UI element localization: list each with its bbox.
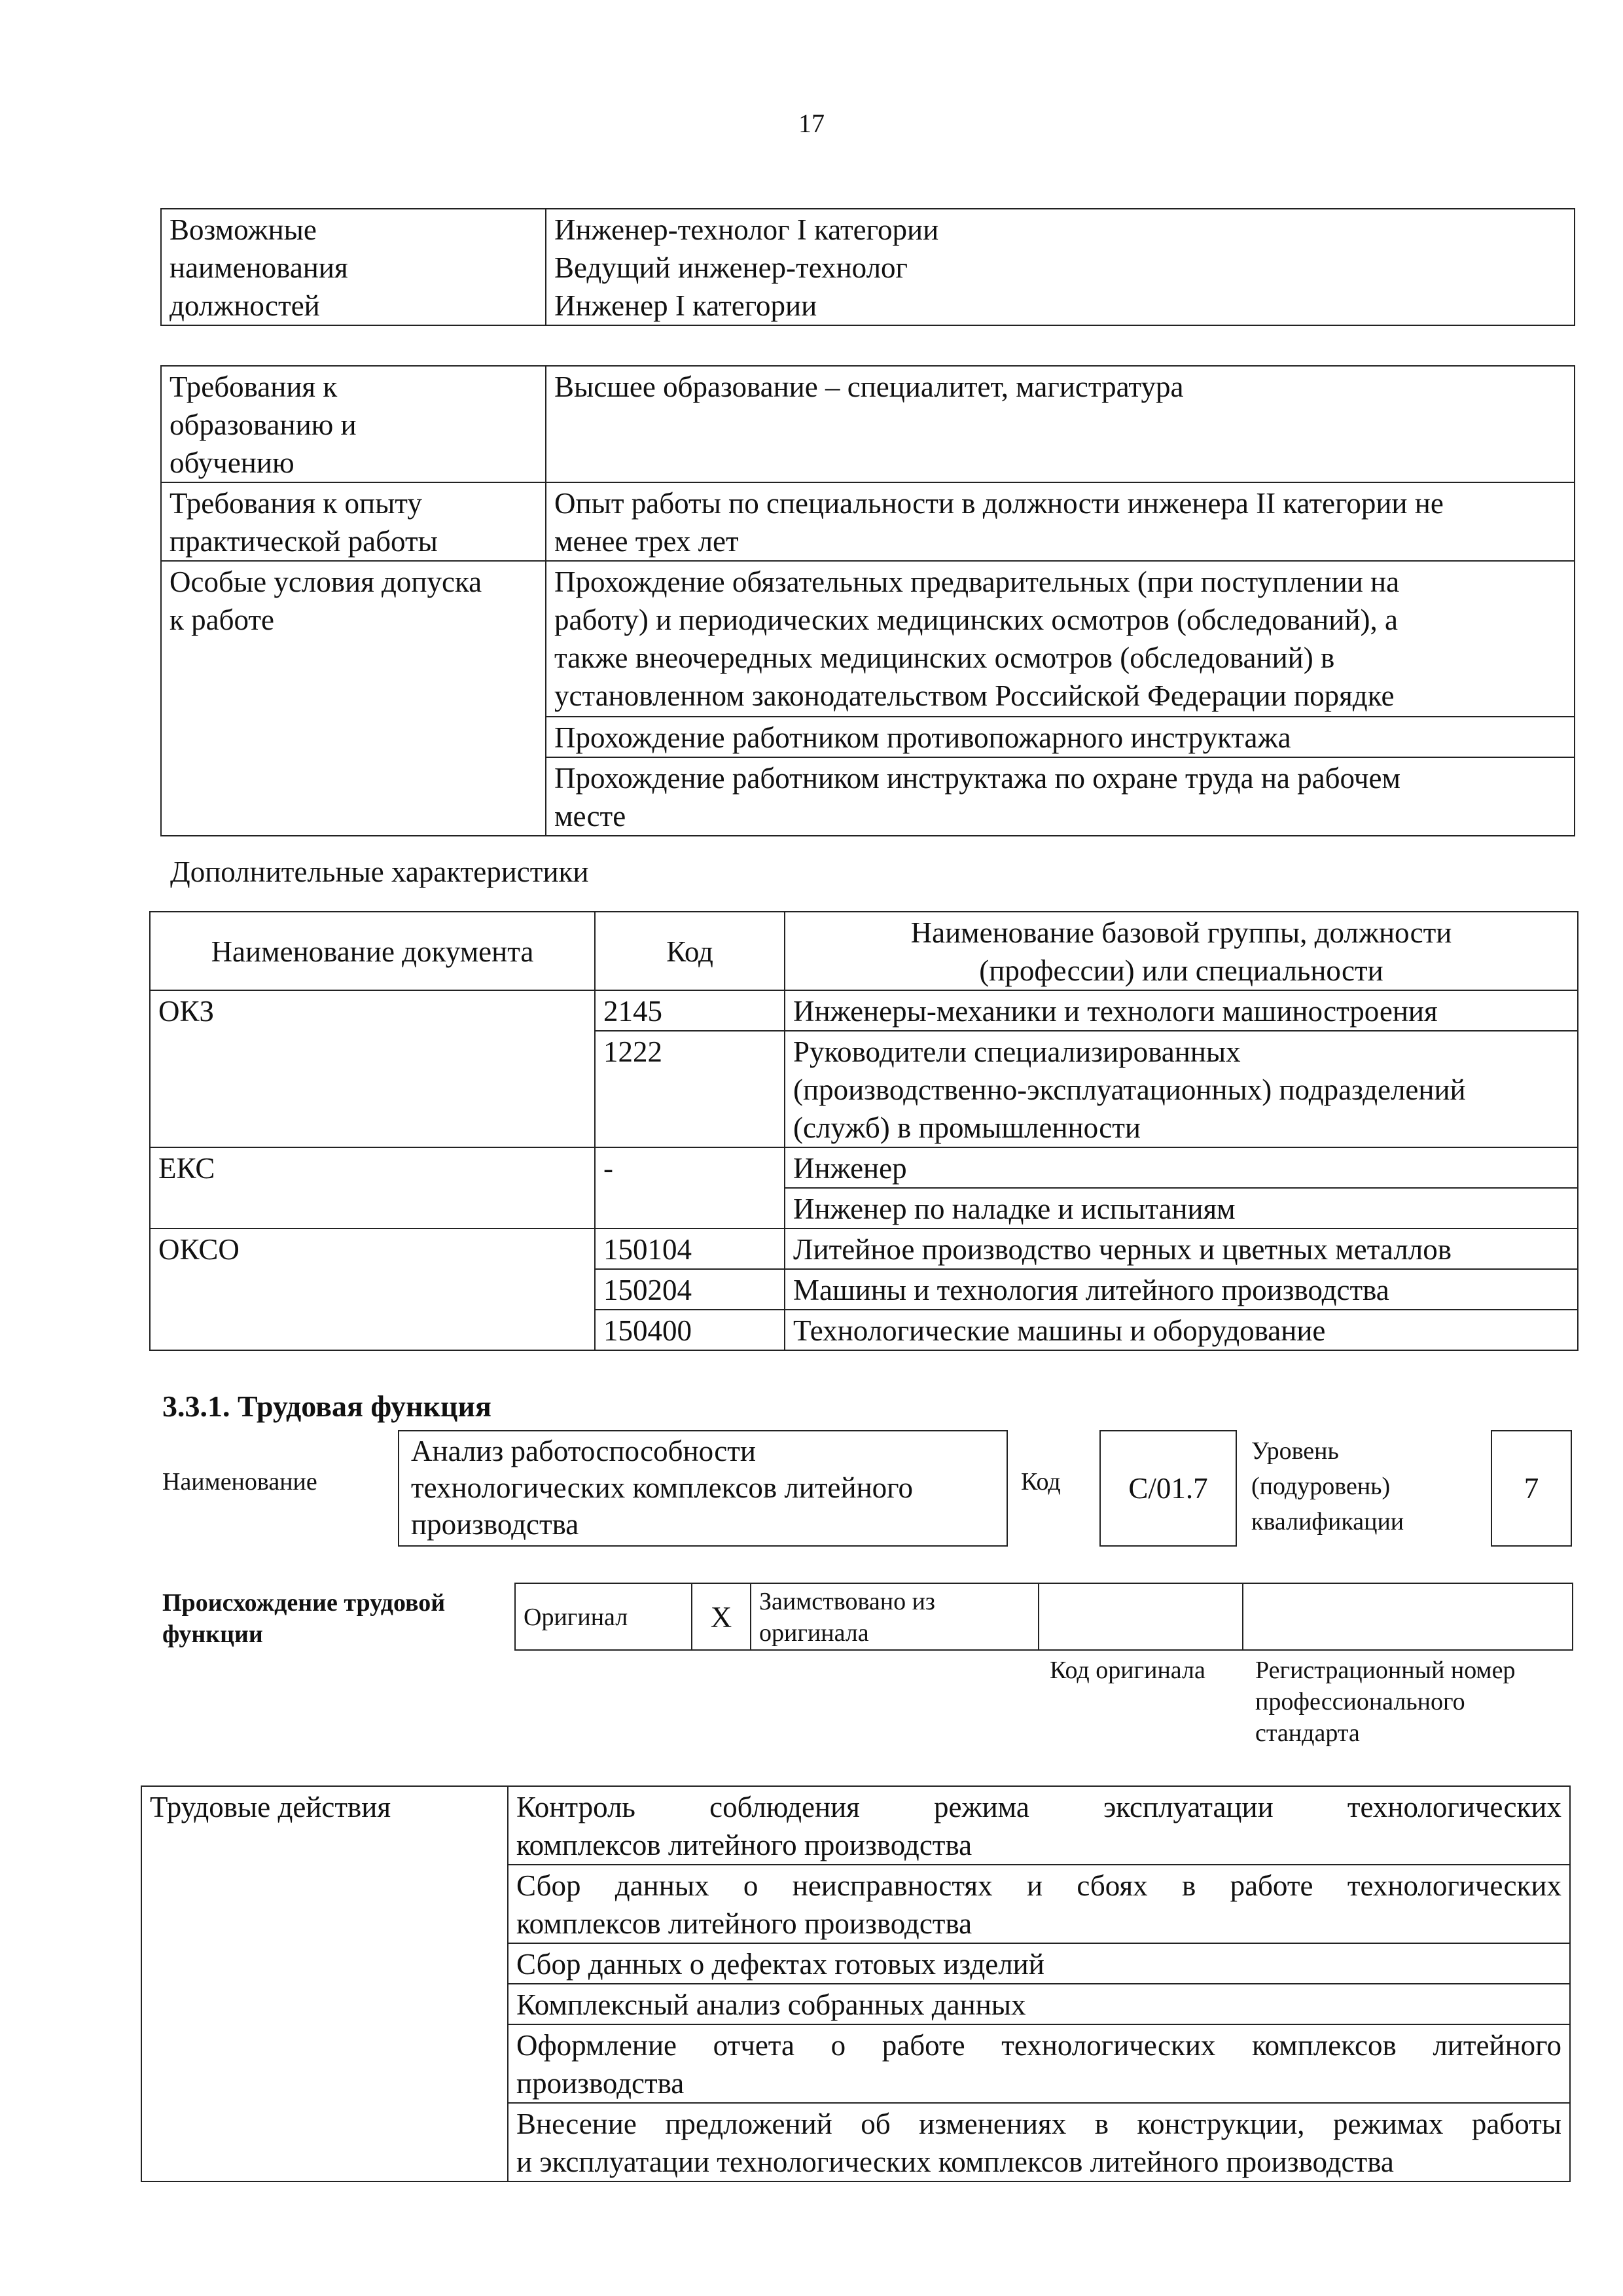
okso-code: 150204: [595, 1269, 785, 1310]
okz-name: Руководители специализированных (производственно-эксплуатационных) подразделений (служб) в промышленности: [785, 1031, 1578, 1147]
okso-doc: ОКСО: [150, 1229, 595, 1350]
original-code-cell: [1039, 1583, 1243, 1650]
okso-name: Машины и технология литейного производства: [785, 1269, 1578, 1310]
actions-label: Трудовые действия: [141, 1786, 508, 2181]
action-item: Сбор данных о неисправностях и сбоях в работе технологических комплексов литейного производства: [508, 1865, 1570, 1943]
action-item: Комплексный анализ собранных данных: [508, 1984, 1570, 2024]
positions-table: [160, 208, 1575, 326]
position-item: Инженер-технолог I категории: [554, 213, 939, 246]
special-item: Прохождение работником инструктажа по охране труда на рабочем месте: [546, 757, 1575, 836]
header-doc: Наименование документа: [150, 912, 595, 990]
borrowed-label: Заимствовано из оригинала: [751, 1583, 1039, 1650]
action-item: Контроль соблюдения режима эксплуатации технологических комплексов литейного производства: [508, 1786, 1570, 1865]
origin-label: Происхождение трудовой функции: [162, 1589, 446, 1648]
okz-code: 2145: [595, 990, 785, 1031]
position-item: Инженер I категории: [554, 289, 817, 322]
original-mark: X: [692, 1583, 751, 1650]
okz-doc: ОКЗ: [150, 990, 595, 1147]
header-code: Код: [595, 912, 785, 990]
function-code-label: Код: [1021, 1468, 1061, 1496]
page-number: 17: [798, 109, 825, 138]
level-box: 7: [1491, 1430, 1572, 1547]
okso-name: Технологические машины и оборудование: [785, 1310, 1578, 1350]
eks-name: Инженер по наладке и испытаниям: [785, 1188, 1578, 1229]
experience-value: Опыт работы по специальности в должности инженера II категории не менее трех лет: [546, 482, 1575, 561]
header-name: Наименование базовой группы, должности (профессии) или специальности: [785, 912, 1578, 990]
education-value: Высшее образование – специалитет, магистратура: [546, 366, 1575, 482]
action-item: Сбор данных о дефектах готовых изделий: [508, 1943, 1570, 1984]
function-heading: 3.3.1. Трудовая функция: [162, 1390, 491, 1423]
original-label: Оригинал: [515, 1583, 692, 1650]
actions-table: [141, 1785, 1571, 2182]
education-label: Требования к образованию и обучению: [161, 366, 546, 482]
position-item: Ведущий инженер-технолог: [554, 251, 908, 284]
eks-code: -: [595, 1147, 785, 1229]
okso-code: 150400: [595, 1310, 785, 1350]
special-item: Прохождение работником противопожарного инструктажа: [546, 717, 1575, 757]
special-label: Особые условия допуска к работе: [161, 561, 546, 836]
positions-values: [546, 209, 1575, 325]
requirements-table: [160, 365, 1575, 836]
origin-table: [514, 1583, 1573, 1651]
eks-doc: ЕКС: [150, 1147, 595, 1229]
code-original-caption: Код оригинала: [1050, 1657, 1205, 1684]
function-code-box: C/01.7: [1099, 1430, 1237, 1547]
action-item: Оформление отчета о работе технологических комплексов литейного производства: [508, 2024, 1570, 2103]
okz-name: Инженеры-механики и технологи машиностроения: [785, 990, 1578, 1031]
okso-code: 150104: [595, 1229, 785, 1269]
eks-name: Инженер: [785, 1147, 1578, 1188]
action-item: Внесение предложений об изменениях в конструкции, режимах работы и эксплуатации технологических комплексов литейного производства: [508, 2103, 1570, 2181]
additional-table: [149, 911, 1578, 1351]
additional-heading: Дополнительные характеристики: [170, 855, 589, 888]
level-label: Уровень (подуровень) квалификации: [1251, 1437, 1404, 1535]
special-item: Прохождение обязательных предварительных (при поступлении на работу) и периодических медицинских осмотров (обследований), а также внеочередных медицинских осмотров (обследований) в установленном законодательством Российской Федерации порядке: [546, 561, 1575, 717]
function-name-box: Анализ работоспособности технологических комплексов литейного производства: [398, 1430, 1008, 1547]
registration-number-cell: [1243, 1583, 1573, 1650]
okso-name: Литейное производство черных и цветных металлов: [785, 1229, 1578, 1269]
experience-label: Требования к опыту практической работы: [161, 482, 546, 561]
okz-code: 1222: [595, 1031, 785, 1147]
function-name-label: Наименование: [162, 1468, 317, 1496]
registration-caption: Регистрационный номер профессионального стандарта: [1255, 1657, 1516, 1747]
positions-label: Возможные наименования должностей: [161, 209, 546, 325]
